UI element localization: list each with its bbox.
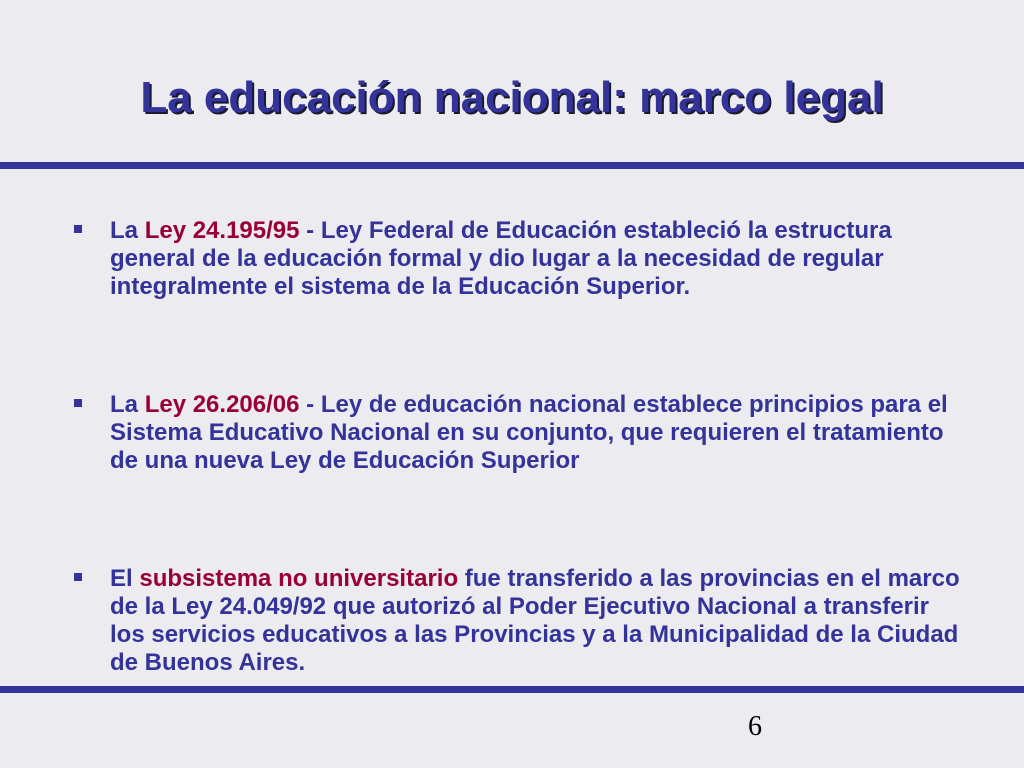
subsystem-reference: subsistema no universitario [139, 565, 459, 592]
law-reference: Ley 26.206/06 [144, 391, 300, 418]
slide-title: La educación nacional: marco legal [140, 73, 884, 122]
square-bullet-icon [74, 573, 82, 581]
bullet-item [110, 217, 970, 301]
square-bullet-icon [74, 399, 82, 407]
bullet-text: fue transferido a las provincias en el marco de la Ley 24.049/92 que autorizó al Poder Ejecutivo Nacional a transferir los servicios educativos a las Provincias y a la Municipalidad de la Ciudad de Buenos Aires. [110, 565, 960, 676]
bullet-item [110, 391, 970, 475]
bullet-prefix: La [110, 217, 145, 244]
bullet-text: - Ley de educación nacional establece principios para el Sistema Educativo Nacional en su conjunto, que requieren el tratamiento de una nueva Ley de Educación Superior [110, 391, 948, 474]
square-bullet-icon [74, 225, 82, 233]
bullet-prefix: El [110, 565, 140, 592]
bullet-text: - Ley Federal de Educación estableció la estructura general de la educación formal y dio lugar a la necesidad de regular integralmente el sistema de la Educación Superior. [110, 217, 892, 300]
law-reference: Ley 24.195/95 [144, 217, 300, 244]
bottom-divider [0, 686, 1024, 693]
bullet-prefix: La [110, 391, 145, 418]
bullet-item [110, 565, 970, 677]
page-number: 6 [748, 711, 762, 742]
